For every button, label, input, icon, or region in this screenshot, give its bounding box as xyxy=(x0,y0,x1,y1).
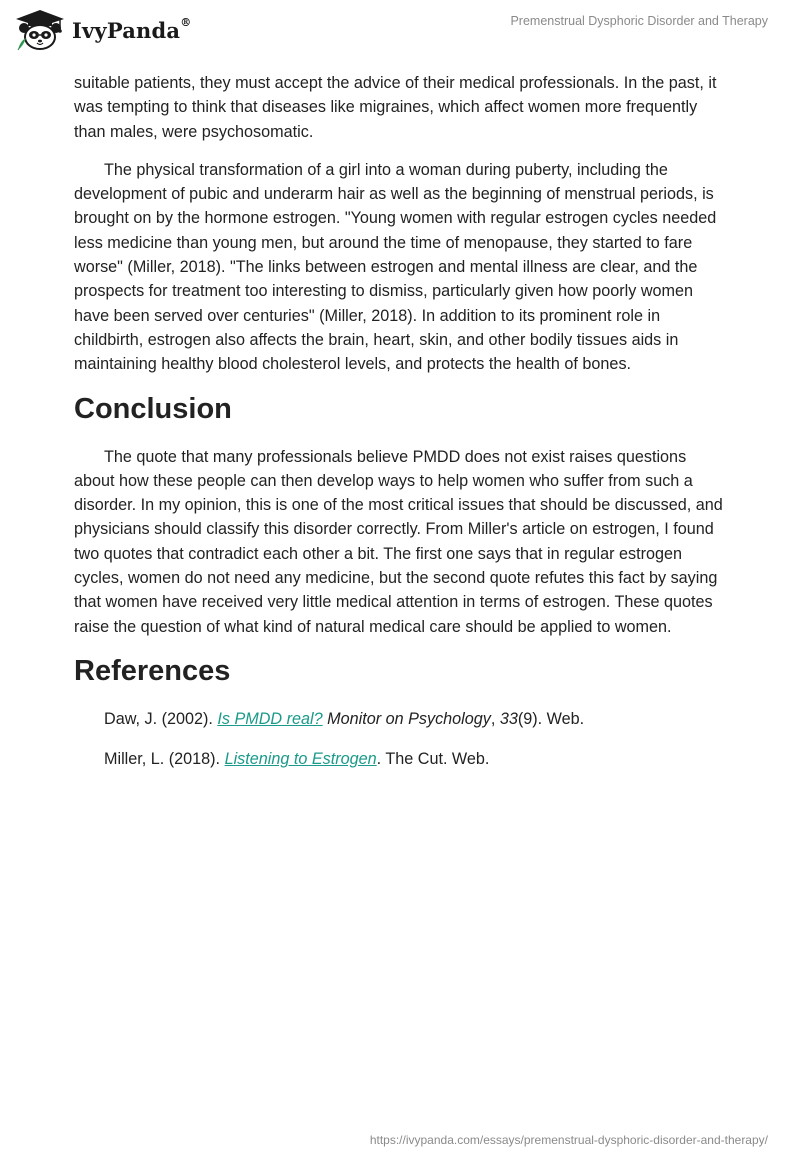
paragraph-estrogen: The physical transformation of a girl into a woman during puberty, including the development of pubic and underarm hair as well as the beginning of menstrual periods, is brought on by the hormone estrogen. "Young women with regular estrogen cycles needed less medicine than young men, but around the time of menopause, they started to fare worse" (Miller, 2018). "The links between estrogen and mental illness are clear, and the prospects for treatment too interesting to dismiss, particularly given how poorly women have been served over centuries" (Miller, 2018). In addition to its prominent role in childbirth, estrogen also affects the brain, heart, skin, and other bodily tissues aids in maintaining healthy blood cholesterol levels, and protects the health of bones. xyxy=(74,160,717,374)
reference-link-estrogen[interactable]: Listening to Estrogen xyxy=(224,750,377,769)
essay-content xyxy=(74,71,726,788)
reference-volume: 33 xyxy=(499,709,518,728)
conclusion-paragraph: The quote that many professionals believe PMDD does not exist raises questions about how these people can then develop ways to help women who suffer from such a disorder. In my opinion, this is one of the most critical issues that should be discussed, and physicians should classify this disorder correctly. From Miller's article on estrogen, I found two quotes that contradict each other a bit. The first one says that in regular estrogen cycles, women do not need any medicine, but the second quote refutes this fact by saying that women have received very little medical attention in terms of estrogen. These quotes raise the question of what kind of natural medical care should be applied to women. xyxy=(74,447,723,636)
conclusion-heading: Conclusion xyxy=(74,392,232,425)
references-heading: References xyxy=(74,654,231,687)
panda-graduate-icon xyxy=(14,8,66,52)
paragraph-continued: suitable patients, they must accept the advice of their medical professionals. In the past, it was tempting to think that diseases like migraines, which affect women more frequently than males, were psychosomatic. xyxy=(74,74,717,141)
ivypanda-logo[interactable] xyxy=(14,8,191,52)
document-title: Premenstrual Dysphoric Disorder and Therapy xyxy=(510,14,768,28)
footer-url: https://ivypanda.com/essays/premenstrual-dysphoric-disorder-and-therapy/ xyxy=(369,1133,768,1147)
reference-item-miller: Miller, L. (2018). Listening to Estrogen. The Cut. Web. xyxy=(104,750,490,769)
page-header xyxy=(0,0,800,70)
reference-link-pmdd[interactable]: Is PMDD real? xyxy=(217,709,323,728)
reference-journal: Monitor on Psychology xyxy=(327,709,491,728)
reference-item-daw: Daw, J. (2002). Is PMDD real? Monitor on Psychology, 33(9). Web. xyxy=(104,709,585,728)
brand-name: IvyPanda® xyxy=(72,15,192,43)
